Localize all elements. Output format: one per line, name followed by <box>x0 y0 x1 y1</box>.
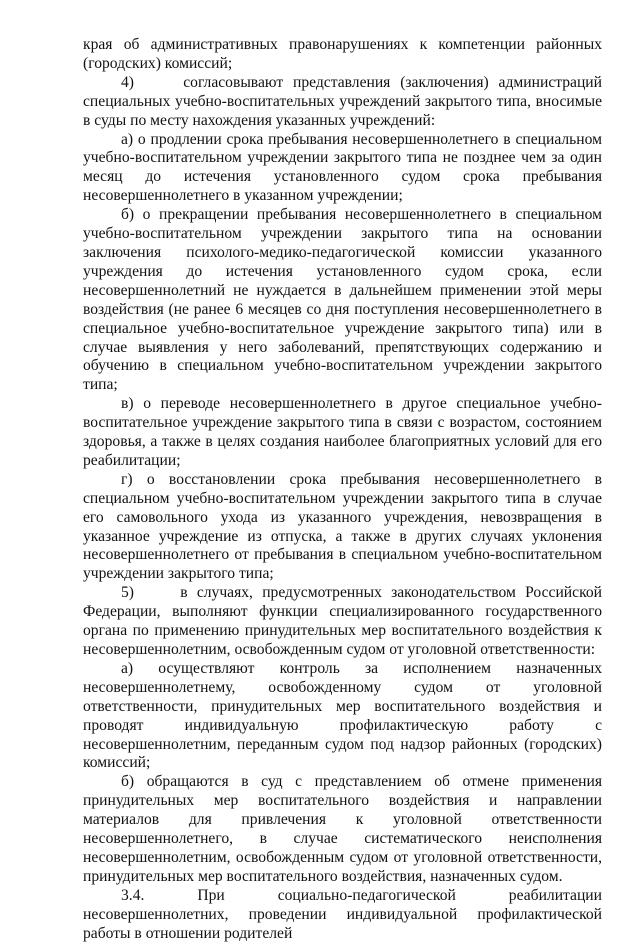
paragraph-item-5: 5) в случаях, предусмотренных законодательством Российской Федерации, выполняют функции специализированного государственного органа по применению принудительных мер воспитательного воздействия к несовершеннолетним, освобожденным судом от уголовной ответственности: <box>83 584 602 658</box>
paragraph-item-4g: г) о восстановлении срока пребывания несовершеннолетнего в специальном учебно-воспитательном учреждении закрытого типа в случае его самовольного ухода из указанного учреждения, невозвращения в указанное учреждение из отпуска, а также в других случаях уклонения несовершеннолетнего от пребывания в специальном учебно-воспитательном учреждении закрытого типа; <box>83 470 602 583</box>
paragraph-item-5a: а) осуществляют контроль за исполнением назначенных несовершеннолетнему, освобожденному судом от уголовной ответственности, принудительных мер воспитательного воздействия и проводят индивидуальную профилактическую работу с несовершеннолетним, переданным судом под надзор районных (городских) комиссий; <box>83 659 602 772</box>
paragraph-item-4: 4) согласовывают представления (заключения) администраций специальных учебно-воспитательных учреждений закрытого типа, вносимые в суды по месту нахождения указанных учреждений: <box>83 73 602 129</box>
paragraph-item-4a: а) о продлении срока пребывания несовершеннолетнего в специальном учебно-воспитательном учреждении закрытого типа не позднее чем за один месяц до истечения установленного судом срока пребывания несовершеннолетнего в указанном учреждении; <box>83 130 602 205</box>
document-page <box>83 36 602 944</box>
paragraph-item-5b: б) обращаются в суд с представлением об отмене применения принудительных мер воспитательного воздействия и направлении материалов для привлечения к уголовной ответственности несовершеннолетнего, в случае систематического неисполнения несовершеннолетним, освобожденным судом от уголовной ответственности, принудительных мер воспитательного воздействия, назначенных судом. <box>83 773 602 885</box>
paragraph-section-3-4: 3.4. При социально-педагогической реабилитации несовершеннолетних, проведении индивидуальной профилактической работы в отношении родителей <box>83 886 602 942</box>
paragraph-continuation: края об административных правонарушениях к компетенции районных (городских) комиссий; <box>83 36 602 72</box>
paragraph-item-4v: в) о переводе несовершеннолетнего в другое специальное учебно-воспитательное учреждение закрытого типа в связи с возрастом, состоянием здоровья, а также в целях создания наиболее благоприятных условий для его реабилитации; <box>83 395 602 469</box>
paragraph-item-4b: б) о прекращении пребывания несовершеннолетнего в специальном учебно-воспитательном учреждении закрытого типа на основании заключения психолого-медико-педагогической комиссии указанного учреждения до истечения установленного судом срока, если несовершеннолетний не нуждается в дальнейшем применении этой меры воздействия (не ранее 6 месяцев со дня поступления несовершеннолетнего в специальное учебно-воспитательное учреждение закрытого типа) или в случае выявления у него заболеваний, препятствующих содержанию и обучению в специальном учебно-воспитательном учреждении закрытого типа; <box>83 206 602 394</box>
